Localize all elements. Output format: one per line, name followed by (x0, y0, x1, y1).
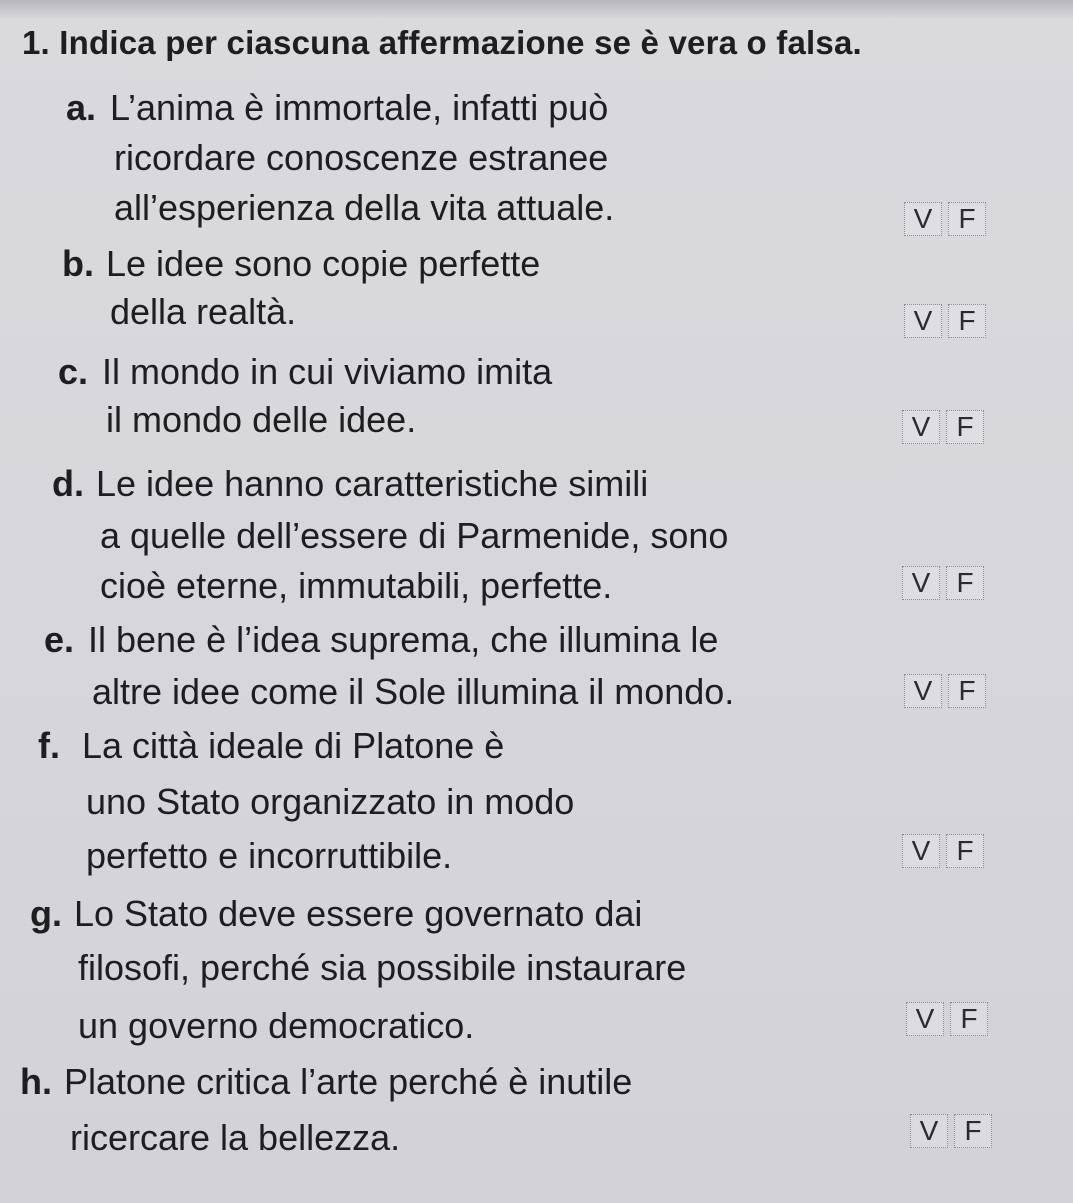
statement-f-line-2: uno Stato organizzato in modo (86, 781, 575, 822)
statement-c-false-box[interactable]: F (946, 410, 984, 444)
statement-f-false-box[interactable]: F (946, 834, 984, 868)
statement-g-true-box[interactable]: V (906, 1002, 944, 1036)
statement-e-letter: e. (44, 619, 75, 660)
statement-g-true-false (906, 1002, 988, 1036)
page-top-edge (0, 0, 1073, 18)
exercise-title: 1. Indica per ciascuna affermazione se è vera o falsa. (22, 24, 862, 61)
statement-h-line-2: ricercare la bellezza. (70, 1117, 401, 1158)
statement-a-line-2: ricordare conoscenze estranee (114, 137, 609, 178)
statement-g-letter: g. (30, 893, 62, 934)
statement-c-true-false (902, 410, 984, 444)
statement-h-letter: h. (20, 1061, 52, 1102)
statement-e-true-box[interactable]: V (904, 674, 942, 708)
statement-b-letter: b. (62, 243, 94, 284)
statement-f-line-1: f. La città ideale di Platone è (38, 725, 505, 766)
statement-e-false-box[interactable]: F (948, 674, 986, 708)
statement-h-line-1: h. Platone critica l’arte perché è inutile (20, 1061, 633, 1102)
statement-g-line-1: g. Lo Stato deve essere governato dai (30, 893, 643, 934)
statement-d-false-box[interactable]: F (946, 566, 984, 600)
statement-c-letter: c. (58, 351, 89, 392)
statement-a-true-false (904, 202, 986, 236)
statement-f-line-3: perfetto e incorruttibile. (86, 835, 453, 876)
statement-d-line-2: a quelle dell’essere di Parmenide, sono (100, 515, 729, 556)
statement-h-false-box[interactable]: F (954, 1114, 992, 1148)
statement-d-line-1: d. Le idee hanno caratteristiche simili (52, 463, 649, 504)
statement-b-line-1: b. Le idee sono copie perfette (62, 243, 541, 284)
statement-g-line-3: un governo democratico. (78, 1005, 475, 1046)
statement-a-line-3: all’esperienza della vita attuale. (114, 187, 615, 228)
statement-b-true-box[interactable]: V (904, 304, 942, 338)
statement-c-line-1: c. Il mondo in cui viviamo imita (58, 351, 553, 392)
statement-c-line-2: il mondo delle idee. (106, 399, 417, 440)
statement-h-true-false (910, 1114, 992, 1148)
statement-e-line-1: e. Il bene è l’idea suprema, che illumina le (44, 619, 719, 660)
statement-h-true-box[interactable]: V (910, 1114, 948, 1148)
statement-a-false-box[interactable]: F (948, 202, 986, 236)
statement-a-line-1: a. L’anima è immortale, infatti può (66, 87, 609, 128)
statement-a-true-box[interactable]: V (904, 202, 942, 236)
statement-f-true-box[interactable]: V (902, 834, 940, 868)
statement-g-line-2: filosofi, perché sia possibile instaurare (78, 947, 687, 988)
statement-g-false-box[interactable]: F (950, 1002, 988, 1036)
statement-f-true-false (902, 834, 984, 868)
statement-e-line-2: altre idee come il Sole illumina il mondo. (92, 671, 735, 712)
statement-b-false-box[interactable]: F (948, 304, 986, 338)
statement-e-true-false (904, 674, 986, 708)
statement-d-line-3: cioè eterne, immutabili, perfette. (100, 565, 613, 606)
statement-d-true-false (902, 566, 984, 600)
statement-b-true-false (904, 304, 986, 338)
statement-b-line-2: della realtà. (110, 291, 297, 332)
statement-f-letter: f. (38, 725, 60, 766)
statement-c-true-box[interactable]: V (902, 410, 940, 444)
statement-d-letter: d. (52, 463, 84, 504)
statement-d-true-box[interactable]: V (902, 566, 940, 600)
statement-a-letter: a. (66, 87, 97, 128)
